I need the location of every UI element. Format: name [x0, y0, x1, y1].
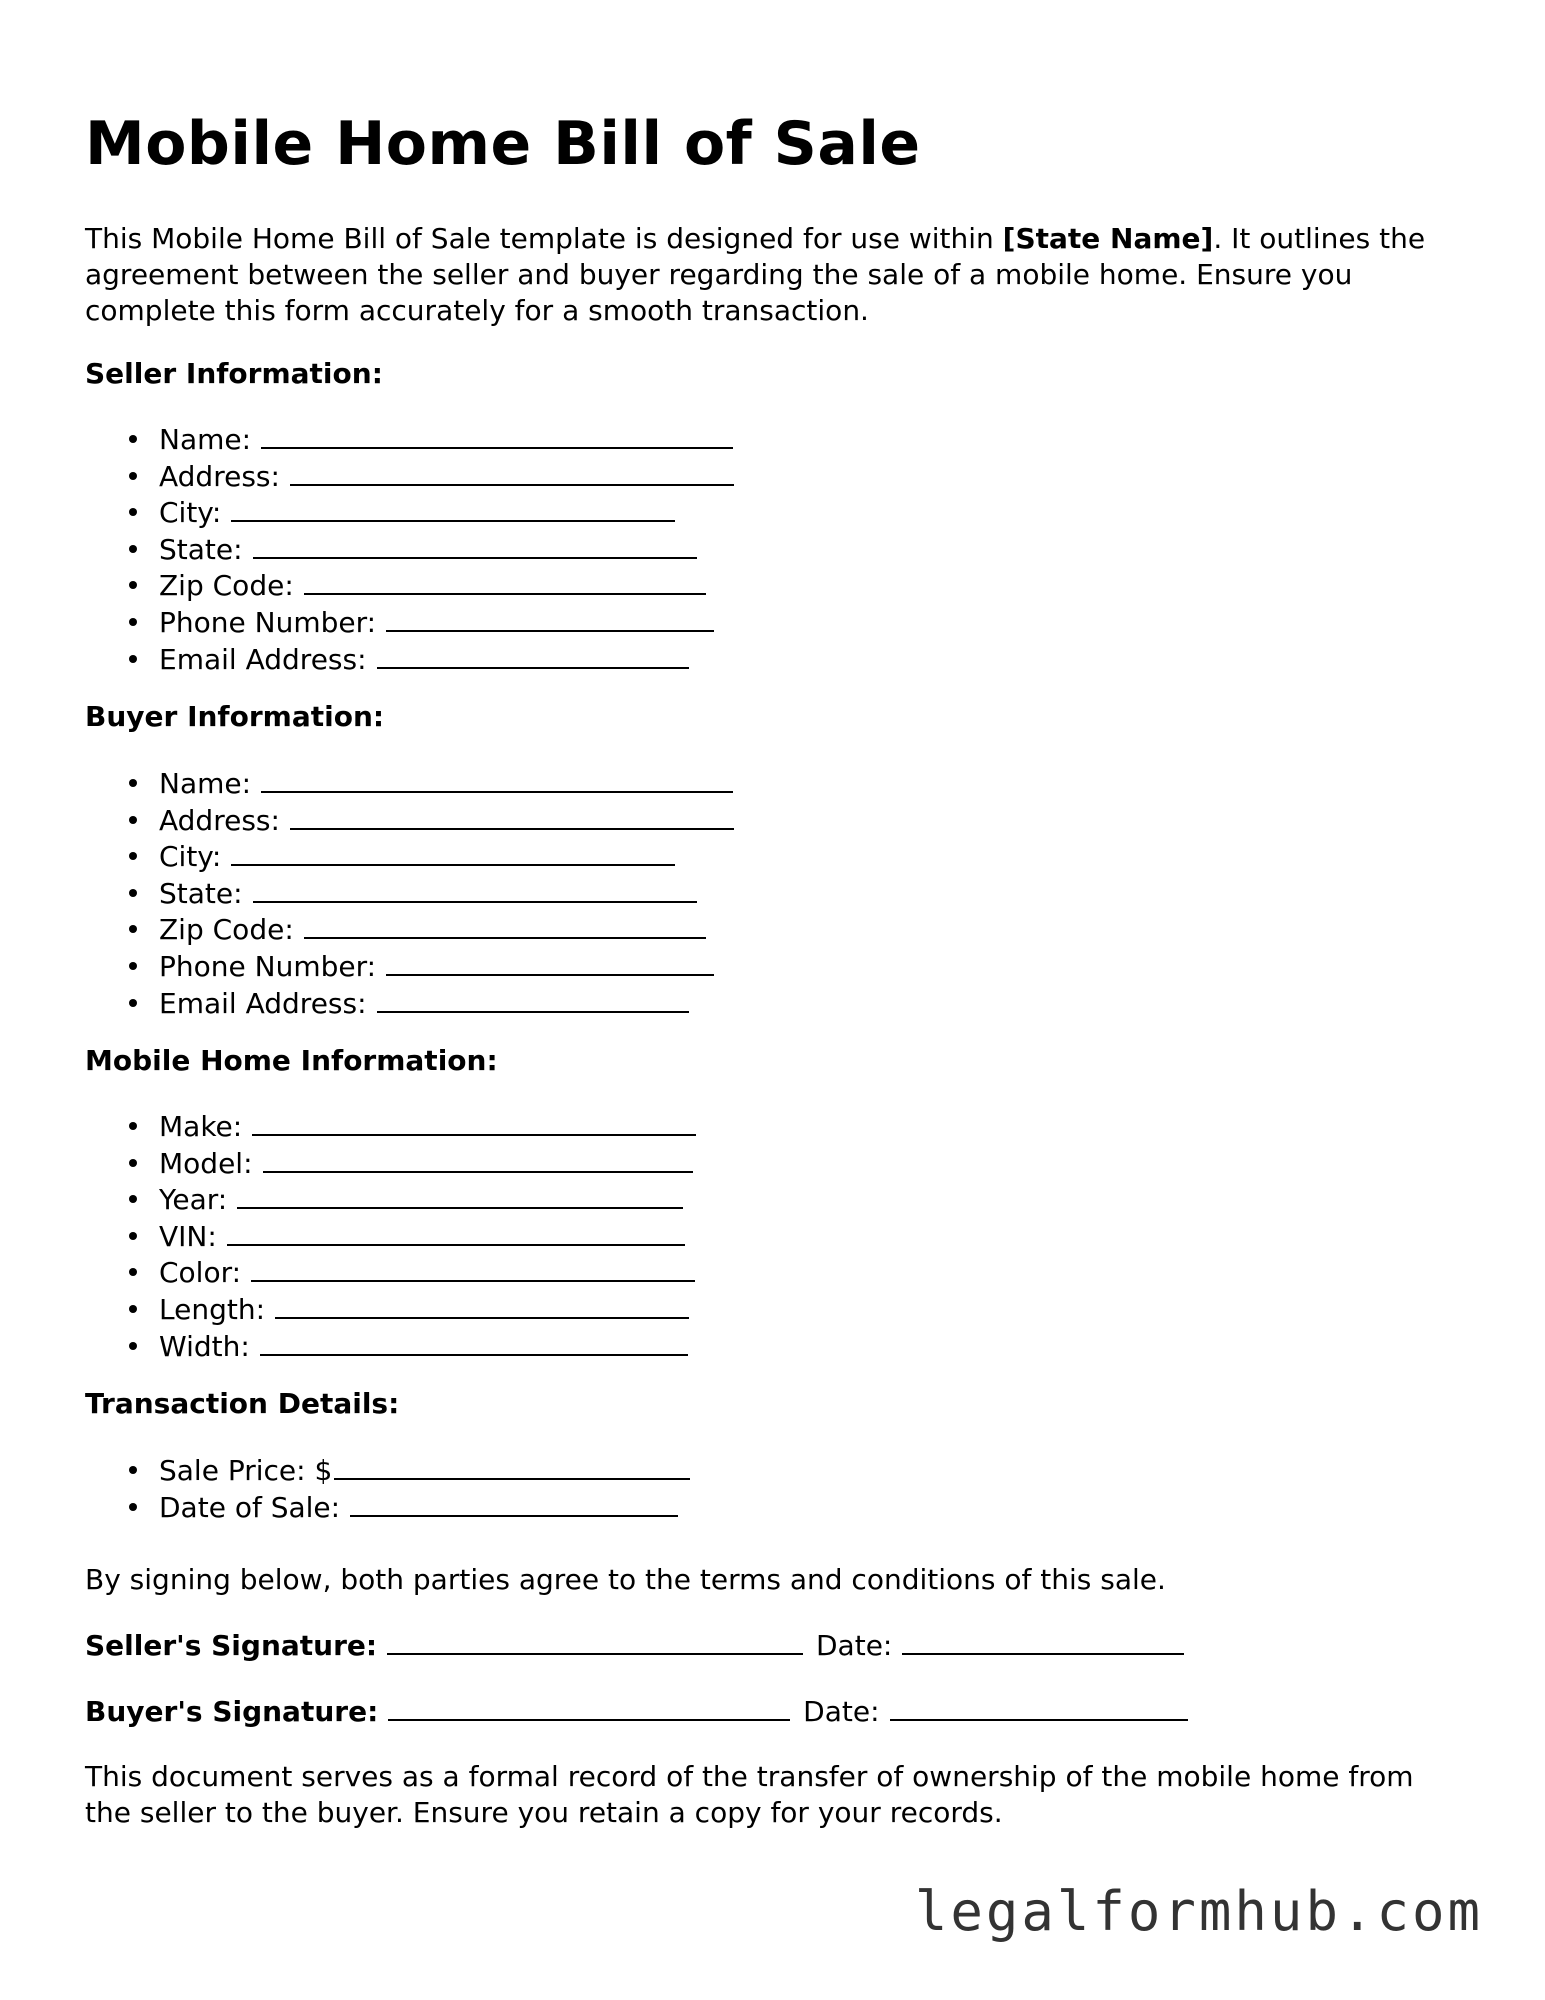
home-fields-list: [85, 1108, 696, 1364]
field-label: Name:: [159, 423, 252, 456]
intro-paragraph: [85, 221, 1465, 329]
field-label: Phone Number:: [159, 949, 377, 983]
home-length-field[interactable]: [85, 1291, 696, 1328]
sale-price-field[interactable]: [85, 1452, 690, 1489]
buyer-fields-list: [85, 765, 734, 1021]
seller-date-label: Date:: [816, 1629, 893, 1662]
field-label: City:: [159, 496, 222, 530]
blank-line[interactable]: [386, 604, 714, 632]
intro-text-after: . It outlines the agreement between the seller and buyer regarding the sale of a mobile home. Ensure you complete this form accurately for a smooth transaction.: [85, 222, 1426, 327]
field-label: VIN:: [159, 1219, 217, 1253]
blank-line[interactable]: [386, 948, 714, 976]
field-label: Address:: [159, 803, 280, 837]
blank-line[interactable]: [290, 802, 734, 830]
field-label: Length:: [159, 1292, 266, 1326]
blank-line[interactable]: [231, 838, 675, 866]
blank-line[interactable]: [253, 875, 697, 903]
home-vin-field[interactable]: [85, 1218, 696, 1255]
seller-phone-field[interactable]: [85, 604, 734, 641]
intro-text-before: This Mobile Home Bill of Sale template is designed for use within: [85, 222, 1003, 255]
agreement-text: By signing below, both parties agree to the terms and conditions of this sale.: [85, 1563, 1166, 1596]
field-label: Date of Sale:: [159, 1490, 341, 1524]
buyer-city-field[interactable]: [85, 838, 734, 875]
seller-section-heading: Seller Information:: [85, 357, 383, 390]
buyer-signature-label: Buyer's Signature:: [85, 1695, 379, 1728]
home-color-field[interactable]: [85, 1254, 696, 1291]
seller-date-blank[interactable]: [902, 1627, 1184, 1655]
buyer-signature-blank[interactable]: [388, 1693, 790, 1721]
buyer-state-field[interactable]: [85, 875, 734, 912]
blank-line[interactable]: [377, 641, 689, 669]
blank-line[interactable]: [377, 985, 689, 1013]
field-label: Zip Code:: [159, 569, 294, 603]
blank-line[interactable]: [290, 458, 734, 486]
buyer-section-heading: Buyer Information:: [85, 700, 385, 733]
state-name-placeholder: [State Name]: [1002, 222, 1214, 255]
field-label: Email Address:: [159, 642, 367, 676]
buyer-address-field[interactable]: [85, 802, 734, 839]
home-section-heading: Mobile Home Information:: [85, 1044, 498, 1077]
blank-line[interactable]: [252, 1108, 696, 1136]
blank-line[interactable]: [260, 1328, 688, 1356]
home-year-field[interactable]: [85, 1181, 696, 1218]
field-label: Year:: [159, 1183, 228, 1217]
home-width-field[interactable]: [85, 1328, 696, 1365]
blank-line[interactable]: [350, 1489, 678, 1517]
buyer-phone-field[interactable]: [85, 948, 734, 985]
document-title: Mobile Home Bill of Sale: [85, 109, 921, 179]
blank-line[interactable]: [237, 1181, 683, 1209]
blank-line[interactable]: [304, 567, 706, 595]
field-label: State:: [159, 876, 243, 910]
blank-line[interactable]: [251, 1254, 695, 1282]
field-label: City:: [159, 840, 222, 874]
seller-address-field[interactable]: [85, 458, 734, 495]
seller-city-field[interactable]: [85, 494, 734, 531]
seller-email-field[interactable]: [85, 641, 734, 678]
home-model-field[interactable]: [85, 1145, 696, 1182]
home-make-field[interactable]: [85, 1108, 696, 1145]
site-watermark: legalformhub.com: [914, 1880, 1483, 1943]
blank-line[interactable]: [334, 1452, 690, 1480]
field-label: Address:: [159, 459, 280, 493]
buyer-name-field[interactable]: [85, 765, 734, 802]
blank-line[interactable]: [227, 1218, 685, 1246]
blank-line[interactable]: [275, 1291, 689, 1319]
seller-signature-blank[interactable]: [387, 1627, 803, 1655]
closing-paragraph: This document serves as a formal record of the transfer of ownership of the mobile home from the seller to the buyer. Ensure you retain a copy for your records.: [85, 1760, 1414, 1829]
seller-name-field[interactable]: [85, 421, 734, 458]
date-of-sale-field[interactable]: [85, 1489, 690, 1526]
buyer-email-field[interactable]: [85, 985, 734, 1022]
buyer-zip-field[interactable]: [85, 911, 734, 948]
field-label: Name:: [159, 767, 252, 800]
field-label: Zip Code:: [159, 913, 294, 947]
blank-line[interactable]: [261, 421, 733, 449]
buyer-date-label: Date:: [803, 1695, 880, 1728]
seller-state-field[interactable]: [85, 531, 734, 568]
field-label: State:: [159, 532, 243, 566]
field-label: Model:: [159, 1146, 253, 1180]
field-label: Make:: [159, 1110, 243, 1143]
field-label: Width:: [159, 1329, 250, 1363]
buyer-date-blank[interactable]: [890, 1693, 1188, 1721]
buyer-signature-line[interactable]: [85, 1693, 1188, 1730]
seller-signature-line[interactable]: [85, 1627, 1184, 1664]
seller-fields-list: [85, 421, 734, 677]
transaction-fields-list: [85, 1452, 690, 1525]
seller-zip-field[interactable]: [85, 567, 734, 604]
blank-line[interactable]: [304, 911, 706, 939]
field-label: Sale Price: $: [159, 1454, 333, 1487]
blank-line[interactable]: [263, 1145, 693, 1173]
field-label: Phone Number:: [159, 605, 377, 639]
blank-line[interactable]: [253, 531, 697, 559]
seller-signature-label: Seller's Signature:: [85, 1629, 378, 1662]
transaction-section-heading: Transaction Details:: [85, 1387, 400, 1420]
blank-line[interactable]: [231, 494, 675, 522]
field-label: Color:: [159, 1256, 242, 1290]
blank-line[interactable]: [261, 765, 733, 793]
field-label: Email Address:: [159, 986, 367, 1020]
